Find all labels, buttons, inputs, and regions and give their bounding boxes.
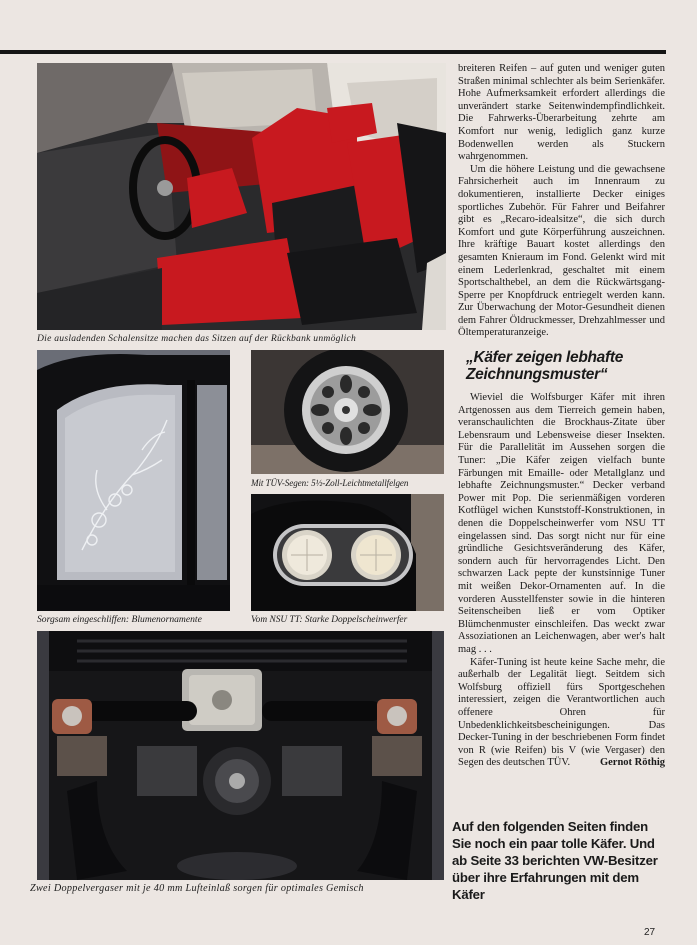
wheel-photo — [251, 350, 444, 474]
interior-seats-photo — [37, 63, 446, 330]
next-pages-teaser: Auf den folgenden Seiten finden Sie noch ein paar tolle Käfer. Und ab Seite 33 berichten VW-Besitzer über ihre Erfahrungen mit dem Käfer — [452, 819, 658, 902]
article-paragraph-3: Wieviel die Wolfsburger Käfer mit ihren Artgenossen aus dem Tierreich gemein haben, veranschaulichten die Brockhaus-Zitate über Lebensraum und Lebensweise dieser Insekten. Für die Parallelität im Aussehen sorgen die Tuner: „Die Käfer zeigen vielfach bunte Färbungen mit Emaille- oder Metallglanz und lebhafte Zeichnungsmuster.“ Decker verband Power mit Pop. Die serienmäßigen vorderen Kotflügel wichen Kunststoff-Konstruktionen, in denen die Doppelscheinwerfer vom NSU TT eingelassen sind. Das sorgt nicht nur für eine gründliche Gesichtsveränderung des Käfer, sondern auch für hervorragendes Licht. Den schwarzen Lack pepte der kunstsinnige Tuner mit weißen Dekor-Ornamenten auf. In die vorderen Ausstellfenster sowie in die hinteren Seitenscheiben ließ er vom Optiker Blümchenmuster einschleifen. Das weckt zwar Assoziationen an Leichenwagen, aber wer's halt mag . . . — [458, 392, 665, 655]
engine-caption: Zwei Doppelvergaser mit je 40 mm Lufteinlaß sorgen für optimales Gemisch — [30, 883, 364, 894]
article-text-column — [458, 63, 665, 770]
article-paragraph-4-text: Käfer-Tuning ist heute keine Sache mehr, die außerhalb der Legalität liegt. Seitdem sich Wolfsburg offiziell fürs Sportgeschehen interessiert, zeigen die Verantwortlichen auch offenere Ohren für Unbedenklichkeitsbescheinigungen. Das Decker-Tuning in der beschriebenen Form findet von R (wie Reifen) bis V (wie Vergaser) den Segen des deutschen TÜV. — [458, 656, 665, 769]
article-paragraph-1: breiteren Reifen – auf guten und weniger guten Straßen minimal schlechter als beim Serienkäfer. Hohe Aufmerksamkeit erfordert allerdings die unverändert starke Seitenwindempfindlichkeit. Die Fahrwerks-Überarbeitung zehrte am Komfort nur wenig, lediglich ganz kurze Bodenwellen werden als Stuckern wahrgenommen. — [458, 63, 665, 163]
top-rule — [0, 50, 666, 54]
page-number: 27 — [644, 927, 656, 938]
wheel-caption: Mit TÜV-Segen: 5½-Zoll-Leichtmetallfelgen — [251, 478, 409, 488]
article-subheading: „Käfer zeigen lebhafte Zeichnungsmuster“ — [466, 349, 624, 384]
article-paragraph-2: Um die höhere Leistung und die gewachsene Fahrsicherheit auch im Innenraum zu dokumentieren, installierte Decker einiges sportliches Zubehör. Für Fahrer und Beifahrer gibt es „Recaro-idealsitze“, die sich durch Komfort und gute Körperführung auszeichnen. Ihre kräftige Bauart kostet allerdings den gesamten Knieraum im Fond. Gelenkt wird mit einem Lederlenkrad, geschaltet mit einem Sportschalthebel, an dem die Rückwärtsgang-Sperre per Knopfdruck entriegelt werden kann. Zur Überwachung der Motor-Gesundheit dienen dem Fahrer Öldruckmesser, Drehzahlmesser und Öltemperaturanzeige. — [458, 163, 665, 339]
seats-caption: Die ausladenden Schalensitze machen das Sitzen auf der Rückbank unmöglich — [37, 333, 357, 344]
article-paragraph-4 — [458, 657, 665, 770]
article-author: Gernot Röthig — [599, 757, 665, 769]
engine-photo — [37, 631, 444, 880]
headlights-caption: Vom NSU TT: Starke Doppelscheinwerfer — [251, 615, 408, 625]
window-ornament-photo — [37, 350, 230, 611]
window-caption: Sorgsam eingeschliffen: Blumenornamente — [37, 614, 202, 625]
headlights-photo — [251, 494, 444, 611]
